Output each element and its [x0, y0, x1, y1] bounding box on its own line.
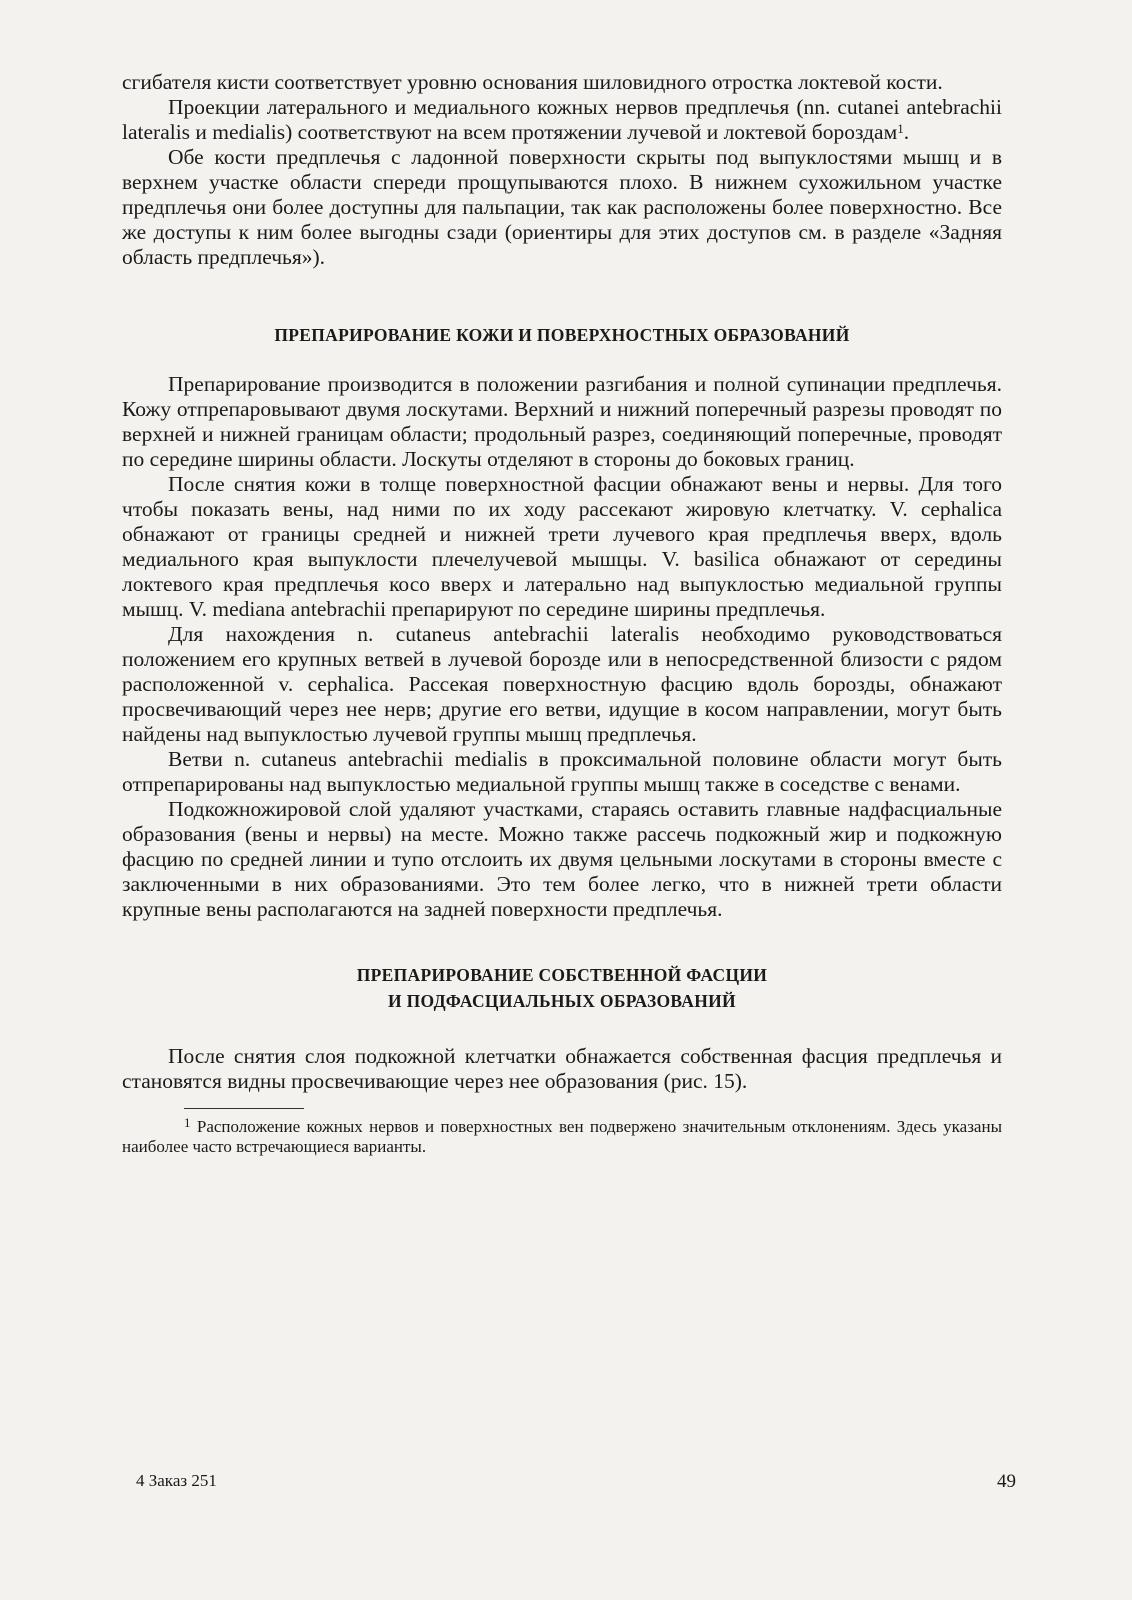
section1-paragraph-1: Препарирование производится в положении разгибания и полной супинации предплечья. Кожу отпрепаровывают двумя лоскутами. Верхний и нижний поперечный разрезы проводят по верхней и нижней границам области; продольный разрез, соединяющий поперечные, проводят по середине ширины области. Лоскуты отделяют в стороны до боковых границ. — [122, 372, 1002, 471]
section-heading-fascia-line-2: И ПОДФАСЦИАЛЬНЫХ ОБРАЗОВАНИЙ — [388, 991, 736, 1011]
intro-paragraph-3: Обе кости предплечья с ладонной поверхности скрыты под выпуклостями мышц и в верхнем участке области спереди прощупываются плохо. В нижнем сухожильном участке предплечья они более доступны для пальпации, так как расположены более поверхностно. Все же доступы к ним более выгодны сзади (ориентиры для этих доступов см. в разделе «Задняя область предплечья»). — [122, 145, 1002, 269]
section1-paragraph-5: Подкожножировой слой удаляют участками, стараясь оставить главные надфасциальные образования (вены и нервы) на месте. Можно также рассечь подкожный жир и подкожную фасцию по средней линии и тупо отслоить их двумя цельными лоскутами в стороны вместе с заключенными в них образованиями. Это тем более легко, что в нижней трети области крупные вены располагаются на задней поверхности предплечья. — [122, 797, 1002, 921]
section2-paragraph-1: После снятия слоя подкожной клетчатки обнажается собственная фасция предплечья и становятся видны просвечивающие через нее образования (рис. 15). — [122, 1044, 1002, 1093]
section1-paragraph-2: После снятия кожи в толще поверхностной фасции обнажают вены и нервы. Для того чтобы показать вены, над ними по их ходу рассекают жировую клетчатку. V. cephalica обнажают от границы средней и нижней трети лучевого края предплечья вверх, вдоль медиального края выпуклости плечелучевой мышцы. V. basilica обнажают от середины локтевого края предплечья косо вверх и латерально над выпуклостью медиальной группы мышц. V. mediana antebrachii препарируют по середине ширины предплечья. — [122, 472, 1002, 621]
section-heading-fascia-line-1: ПРЕПАРИРОВАНИЕ СОБСТВЕННОЙ ФАСЦИИ — [356, 965, 768, 985]
footnote-reference[interactable]: 1 — [897, 121, 904, 136]
intro-paragraph-1: сгибателя кисти соответствует уровню основания шиловидного отростка локтевой кости. — [122, 70, 943, 94]
intro-paragraph-2 — [122, 95, 1002, 145]
section1-paragraph-3: Для нахождения n. cutaneus antebrachii lateralis необходимо руководствоваться положением его крупных ветвей в лучевой борозде или в непосредственной близости с рядом расположенной v. cephalica. Рассекая поверхностную фасцию вдоль борозды, обнажают просвечивающий через нее нерв; другие его ветви, идущие в косом направлении, могут быть найдены над выпуклостью лучевой группы мышц предплечья. — [122, 622, 1002, 746]
section-heading-fascia — [122, 962, 1002, 1014]
page-number: 49 — [997, 1471, 1016, 1492]
section1-paragraph-4: Ветви n. cutaneus antebrachii medialis в проксимальной половине области могут быть отпрепарированы над выпуклостью медиальной группы мышц также в соседстве с венами. — [122, 747, 1002, 796]
footnote-mark: 1 — [184, 1115, 191, 1130]
footnote-text: Расположение кожных нервов и поверхностных вен подвержено значительным отклонениям. Здесь указаны наиболее часто встречающиеся варианты. — [122, 1117, 1003, 1156]
intro-paragraph-2-end: . — [903, 120, 910, 144]
footnote — [122, 1117, 1002, 1157]
intro-paragraph-2-text: Проекции латерального и медиального кожных нервов предплечья (nn. cutanei antebrachii lateralis и medialis) соответствуют на всем протяжении лучевой и локтевой бороздам — [122, 95, 1002, 144]
footnote-divider — [184, 1108, 304, 1109]
section-heading-skin: ПРЕПАРИРОВАНИЕ КОЖИ И ПОВЕРХНОСТНЫХ ОБРАЗОВАНИЙ — [274, 325, 850, 345]
printer-signature: 4 Заказ 251 — [136, 1471, 217, 1490]
page-body — [122, 70, 1002, 1157]
